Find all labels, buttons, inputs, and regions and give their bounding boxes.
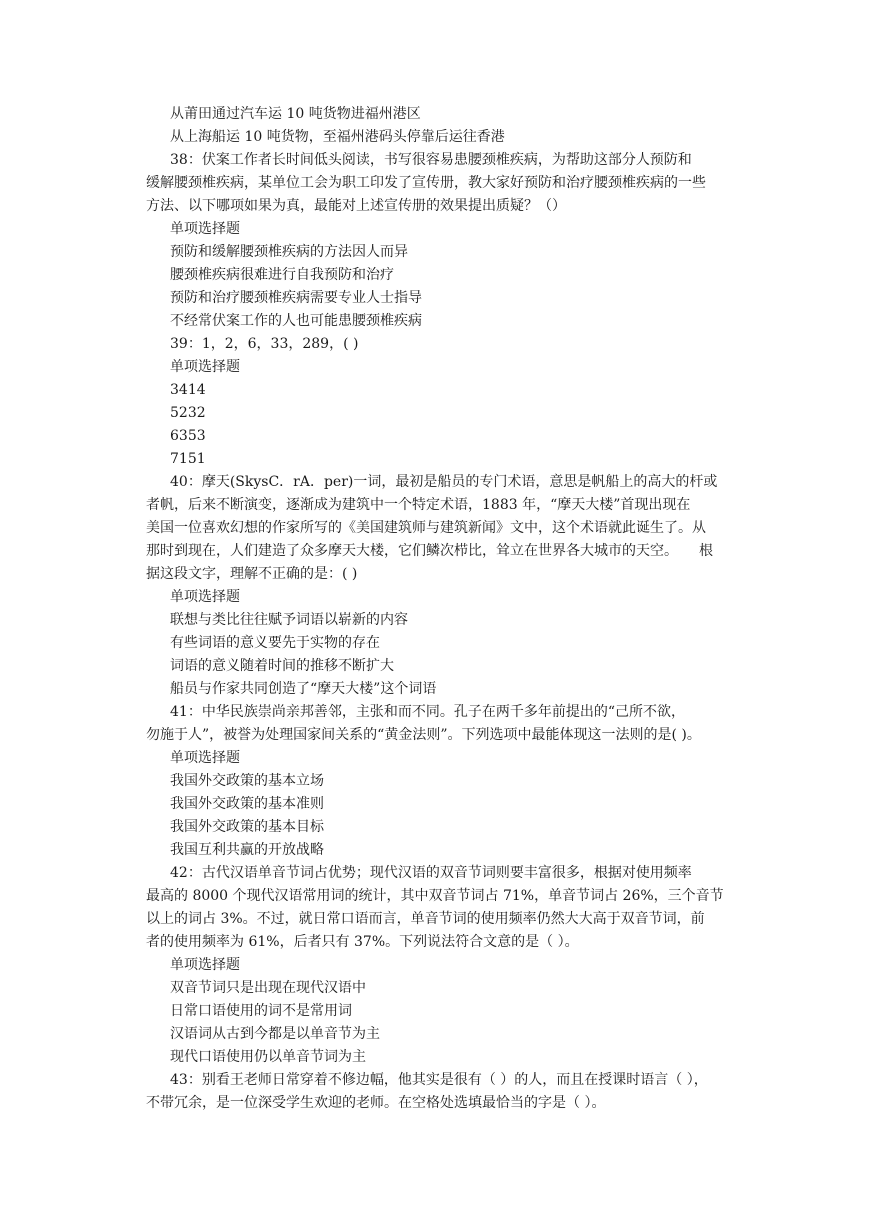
text-line: 者帆，后来不断演变，逐渐成为建筑中一个特定术语，1883 年，“摩天大楼”首现出现在 (146, 497, 691, 513)
text-line: 方法、以下哪项如果为真，最能对上述宣传册的效果提出质疑？（） (146, 198, 566, 214)
text-line: 40：摩天(SkysC．rA．per)一词，最初是船员的专门术语，意思是帆船上的高大的杆或 (170, 474, 718, 490)
text-line: 双音节词只是出现在现代汉语中 (170, 980, 366, 996)
text-line: 从上海船运 10 吨货物，至福州港码头停靠后运往香港 (170, 129, 505, 145)
text-line: 预防和治疗腰颈椎疾病需要专业人士指导 (170, 290, 422, 306)
text-line: 42：古代汉语单音节词占优势；现代汉语的双音节词则要丰富很多，根据对使用频率 (170, 865, 692, 881)
text-line: 现代口语使用仍以单音节词为主 (170, 1049, 366, 1065)
text-line: 单项选择题 (170, 750, 240, 766)
text-line: 5232 (170, 405, 206, 421)
text-line: 39：1，2，6，33，289，( ) (170, 336, 359, 352)
text-line: 缓解腰颈椎疾病，某单位工会为职工印发了宣传册，教大家好预防和治疗腰颈椎疾病的一些 (146, 175, 706, 191)
text-line: 不带冗余，是一位深受学生欢迎的老师。在空格处选填最恰当的字是（ ）。 (146, 1095, 606, 1111)
text-line: 从莆田通过汽车运 10 吨货物进福州港区 (170, 106, 421, 122)
text-line: 43：别看王老师日常穿着不修边幅，他其实是很有（ ）的人，而且在授课时语言（ ）， (170, 1072, 708, 1088)
text-line: 不经常伏案工作的人也可能患腰颈椎疾病 (170, 313, 422, 329)
text-line: 那时到现在，人们建造了众多摩天大楼，它们鳞次栉比，耸立在世界各大城市的天空。 根 (146, 543, 713, 559)
text-line: 我国外交政策的基本准则 (170, 796, 324, 812)
text-line: 预防和缓解腰颈椎疾病的方法因人而异 (170, 244, 408, 260)
text-line: 据这段文字，理解不正确的是：( ) (146, 566, 358, 582)
text-line: 7151 (170, 451, 206, 467)
text-line: 词语的意义随着时间的推移不断扩大 (170, 658, 394, 674)
text-line: 以上的词占 3%。不过，就日常口语而言，单音节词的使用频率仍然大大高于双音节词，前 (146, 911, 705, 927)
text-line: 日常口语使用的词不是常用词 (170, 1003, 352, 1019)
text-line: 单项选择题 (170, 957, 240, 973)
text-line: 我国外交政策的基本立场 (170, 773, 324, 789)
text-line: 单项选择题 (170, 589, 240, 605)
text-line: 41：中华民族崇尚亲邦善邻，主张和而不同。孔子在两千多年前提出的“己所不欲， (170, 704, 685, 720)
text-line: 我国互利共赢的开放战略 (170, 842, 324, 858)
text-line: 汉语词从古到今都是以单音节为主 (170, 1026, 380, 1042)
text-line: 38：伏案工作者长时间低头阅读，书写很容易患腰颈椎疾病，为帮助这部分人预防和 (170, 152, 692, 168)
text-line: 勿施于人”，被誉为处理国家间关系的“黄金法则”。下列选项中最能体现这一法则的是( )。 (146, 727, 701, 743)
text-line: 单项选择题 (170, 359, 240, 375)
text-line: 6353 (170, 428, 206, 444)
text-line: 最高的 8000 个现代汉语常用词的统计，其中双音节词占 71%，单音节词占 26%，三个音节 (146, 888, 724, 904)
text-line: 者的使用频率为 61%，后者只有 37%。下列说法符合文意的是（ ）。 (146, 934, 579, 950)
text-line: 有些词语的意义要先于实物的存在 (170, 635, 380, 651)
text-line: 联想与类比往往赋予词语以崭新的内容 (170, 612, 408, 628)
text-line: 腰颈椎疾病很难进行自我预防和治疗 (170, 267, 394, 283)
text-line: 3414 (170, 382, 206, 398)
text-line: 美国一位喜欢幻想的作家所写的《美国建筑师与建筑新闻》文中，这个术语就此诞生了。从 (146, 520, 706, 536)
text-line: 单项选择题 (170, 221, 240, 237)
text-line: 我国外交政策的基本目标 (170, 819, 324, 835)
text-line: 船员与作家共同创造了“摩天大楼”这个词语 (170, 681, 437, 697)
